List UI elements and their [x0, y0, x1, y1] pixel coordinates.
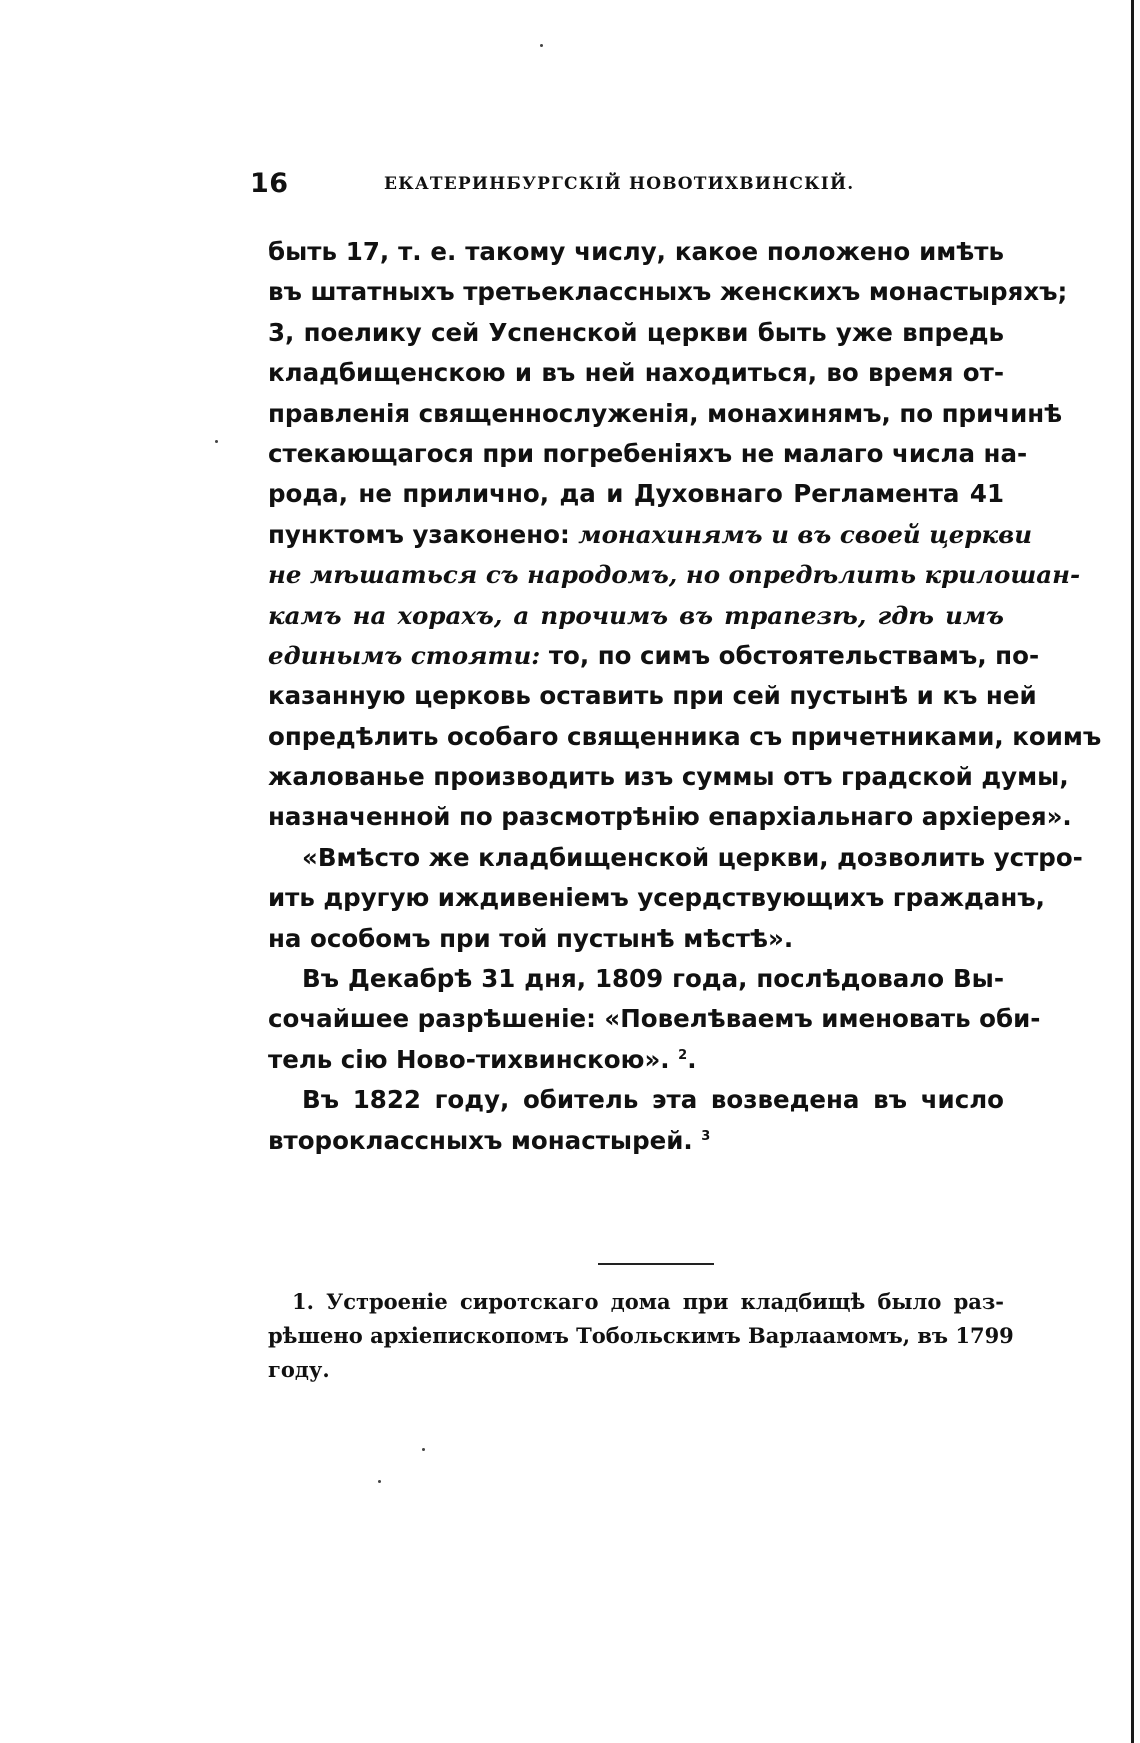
text-line: опредѣлить особаго священника съ причетниками, коимъ	[268, 721, 1102, 751]
plain-text: тель сію Ново-тихвинскою».	[268, 1044, 670, 1074]
quotation-italic-line: камъ на хорахъ, а прочимъ въ трапезѣ, гдѣ имъ	[268, 600, 1004, 630]
quotation-italic: монахинямъ и въ своей церкви	[578, 519, 1033, 549]
plain-text: то, по симъ обстоятельствамъ, по-	[540, 640, 1040, 670]
page-header	[250, 168, 1010, 208]
text-line: «Вмѣсто же кладбищенской церкви, дозволить устро-	[302, 842, 1083, 872]
text-line: 3, поелику сей Успенской церкви быть уже впредь	[268, 317, 1004, 347]
text-line: въ штатныхъ третьеклассныхъ женскихъ монастыряхъ;	[268, 277, 1068, 307]
text-line	[268, 636, 1040, 676]
footnote-line: 1. Устроеніе сиротскаго дома при кладбищѣ было раз-	[292, 1289, 1004, 1314]
text-line: сочайшее разрѣшеніе: «Повелѣваемъ именовать оби-	[268, 1004, 1041, 1034]
footnote-line: рѣшено архіепископомъ Тобольскимъ Варлаамомъ, въ 1799	[268, 1323, 1014, 1348]
running-head: ЕКАТЕРИНБУРГСКІЙ НОВОТИХВИНСКІЙ.	[384, 174, 855, 194]
scan-speck	[378, 1480, 381, 1483]
text-line: Въ Декабрѣ 31 дня, 1809 года, послѣдовало Вы-	[302, 964, 1004, 994]
text-line: правленія священнослуженія, монахинямъ, по причинѣ	[268, 398, 1063, 428]
text-line: быть 17, т. е. такому числу, какое положено имѣть	[268, 237, 1004, 266]
quotation-italic-line: не мѣшаться съ народомъ, но опредѣлить крилошан-	[268, 560, 1081, 590]
text-line: кладбищенскою и въ ней находиться, во время от-	[268, 358, 1004, 388]
footnote-marker: 2	[678, 1047, 688, 1063]
body-text	[268, 232, 1102, 1161]
scan-speck	[215, 440, 218, 443]
quotation-italic: единымъ стояти:	[268, 640, 541, 670]
footnote-line: году.	[268, 1357, 330, 1382]
text-line: Въ 1822 году, обитель эта возведена въ число	[302, 1085, 1004, 1115]
scan-speck	[422, 1448, 425, 1451]
page-edge-line	[1131, 0, 1134, 1743]
text-line	[268, 1121, 1004, 1161]
scan-speck	[540, 44, 543, 47]
text-line	[268, 515, 1033, 555]
text-line: на особомъ при той пустынѣ мѣстѣ».	[268, 923, 794, 953]
footnote	[268, 1285, 1014, 1387]
text-line: жалованье производить изъ суммы отъ градской думы,	[268, 762, 1069, 792]
text-line: казанную церковь оставить при сей пустынѣ и къ ней	[268, 681, 1037, 711]
footnote-marker: 3	[701, 1128, 711, 1144]
text-line: стекающагося при погребеніяхъ не малаго числа на-	[268, 438, 1028, 468]
footnote-separator	[598, 1263, 714, 1265]
page-number: 16	[250, 168, 289, 199]
plain-text: второклассныхъ монастырей.	[268, 1125, 693, 1155]
plain-text: пунктомъ узаконено:	[268, 519, 579, 549]
text-line: рода, не прилично, да и Духовнаго Регламента 41	[268, 479, 1004, 509]
text-line: назначенной по разсмотрѣнію епархіальнаго архіерея».	[268, 802, 1072, 832]
text-line: тель сію Ново-тихвинскою». $^2$.	[268, 1044, 697, 1074]
text-line: ить другую иждивеніемъ усердствующихъ гражданъ,	[268, 883, 1045, 913]
